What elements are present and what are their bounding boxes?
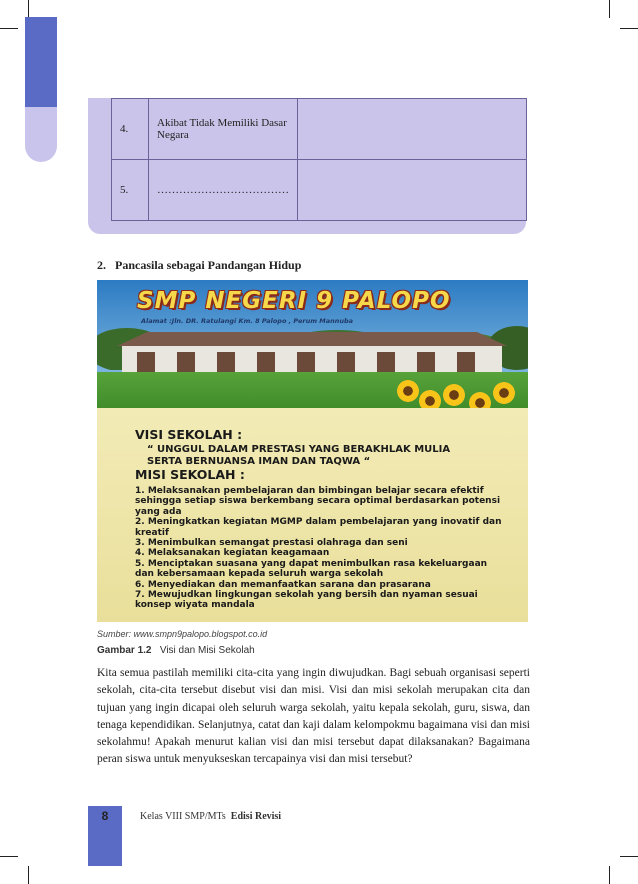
- section-heading: [97, 258, 301, 273]
- sunflower-icon: [397, 380, 419, 402]
- misi-list: [135, 486, 505, 611]
- crop-mark: [620, 856, 638, 857]
- school-name: SMP NEGERI 9 PALOPO: [137, 288, 451, 314]
- table-row: [112, 99, 527, 160]
- body-paragraph: Kita semua pastilah memiliki cita-cita yang ingin diwujudkan. Bagi sebuah organisasi seperti sekolah, cita-cita tersebut disebut visi dan misi. Visi dan misi sekolah merupakan cita dan tujuan yang ingin dicapai oleh seluruh warga sekolah, yaitu kepala sekolah, guru, siswa, dan tenaga kependidikan. Selanjutnya, catat dan kaji dalam kelompokmu bagaimana visi dan misi sekolahmu! Apakah menurut kalian visi dan misi tersebut dapat dilaksanakan? Bagaimana peran siswa untuk menyukseskan tercapainya visi dan misi tersebut?: [97, 667, 530, 766]
- section-title: Pancasila sebagai Pandangan Hidup: [115, 258, 302, 272]
- figure-caption: [97, 645, 255, 656]
- misi-item: 1. Melaksanakan pembelajaran dan bimbingan belajar secara efektif sehingga setiap siswa berkembang secara optimal berdasarkan potensi yang ada: [135, 486, 501, 517]
- misi-item: 6. Menyediakan dan memanfaatkan sarana dan prasarana: [135, 579, 431, 590]
- misi-item: 2. Meningkatkan kegiatan MGMP dalam pembelajaran yang inovatif dan kreatif: [135, 517, 502, 538]
- misi-item: 7. Mewujudkan lingkungan sekolah yang bersih dan nyaman sesuai konsep wiyata mandala: [135, 590, 478, 611]
- row-note: [298, 99, 527, 160]
- crop-mark: [609, 866, 610, 884]
- crop-mark: [0, 856, 18, 857]
- activity-table: [111, 98, 527, 221]
- crop-mark: [28, 0, 29, 18]
- school-building: [117, 332, 507, 374]
- row-item: ………………………………: [149, 160, 298, 221]
- page-number: 8: [101, 809, 109, 823]
- row-note: [298, 160, 527, 221]
- crop-mark: [0, 28, 18, 29]
- misi-item: 3. Menimbulkan semangat prestasi olahraga dan seni: [135, 538, 408, 549]
- crop-mark: [609, 0, 610, 18]
- misi-item: 5. Menciptakan suasana yang dapat menimbulkan rasa kekeluargaan dan kebersamaan kepada seluruh warga sekolah: [135, 558, 488, 580]
- footer-edition: Edisi Revisi: [230, 811, 282, 822]
- footer-book-title: [140, 811, 281, 822]
- caption-label: Gambar 1.2: [97, 645, 152, 656]
- sunflower-icon: [443, 384, 465, 406]
- school-photo: [97, 280, 528, 622]
- chapter-tab: [25, 17, 57, 162]
- footer-book: Kelas VIII SMP/MTs: [140, 811, 226, 822]
- section-number: 2.: [97, 258, 106, 272]
- row-item: Akibat Tidak Memiliki Dasar Negara: [149, 99, 298, 160]
- crop-mark: [28, 866, 29, 884]
- school-address: Alamat :Jln. DR. Ratulangi Km. 8 Palopo , Perum Mannuba: [141, 317, 354, 325]
- misi-heading: MISI SEKOLAH :: [135, 467, 245, 482]
- visi-heading: VISI SEKOLAH :: [135, 427, 243, 442]
- figure-source: Sumber: www.smpn9palopo.blogspot.co.id: [97, 629, 268, 639]
- sunflower-icon: [493, 382, 515, 404]
- row-number: 4.: [112, 99, 149, 160]
- misi-item: 4. Melaksanakan kegiatan keagamaan: [135, 548, 330, 559]
- visi-text: “ UNGGUL DALAM PRESTASI YANG BERAKHLAK MULIA SERTA BERNUANSA IMAN DAN TAQWA “: [147, 444, 451, 467]
- caption-text: Visi dan Misi Sekolah: [159, 645, 255, 656]
- row-number: 5.: [112, 160, 149, 221]
- table-row: [112, 160, 527, 221]
- crop-mark: [620, 28, 638, 29]
